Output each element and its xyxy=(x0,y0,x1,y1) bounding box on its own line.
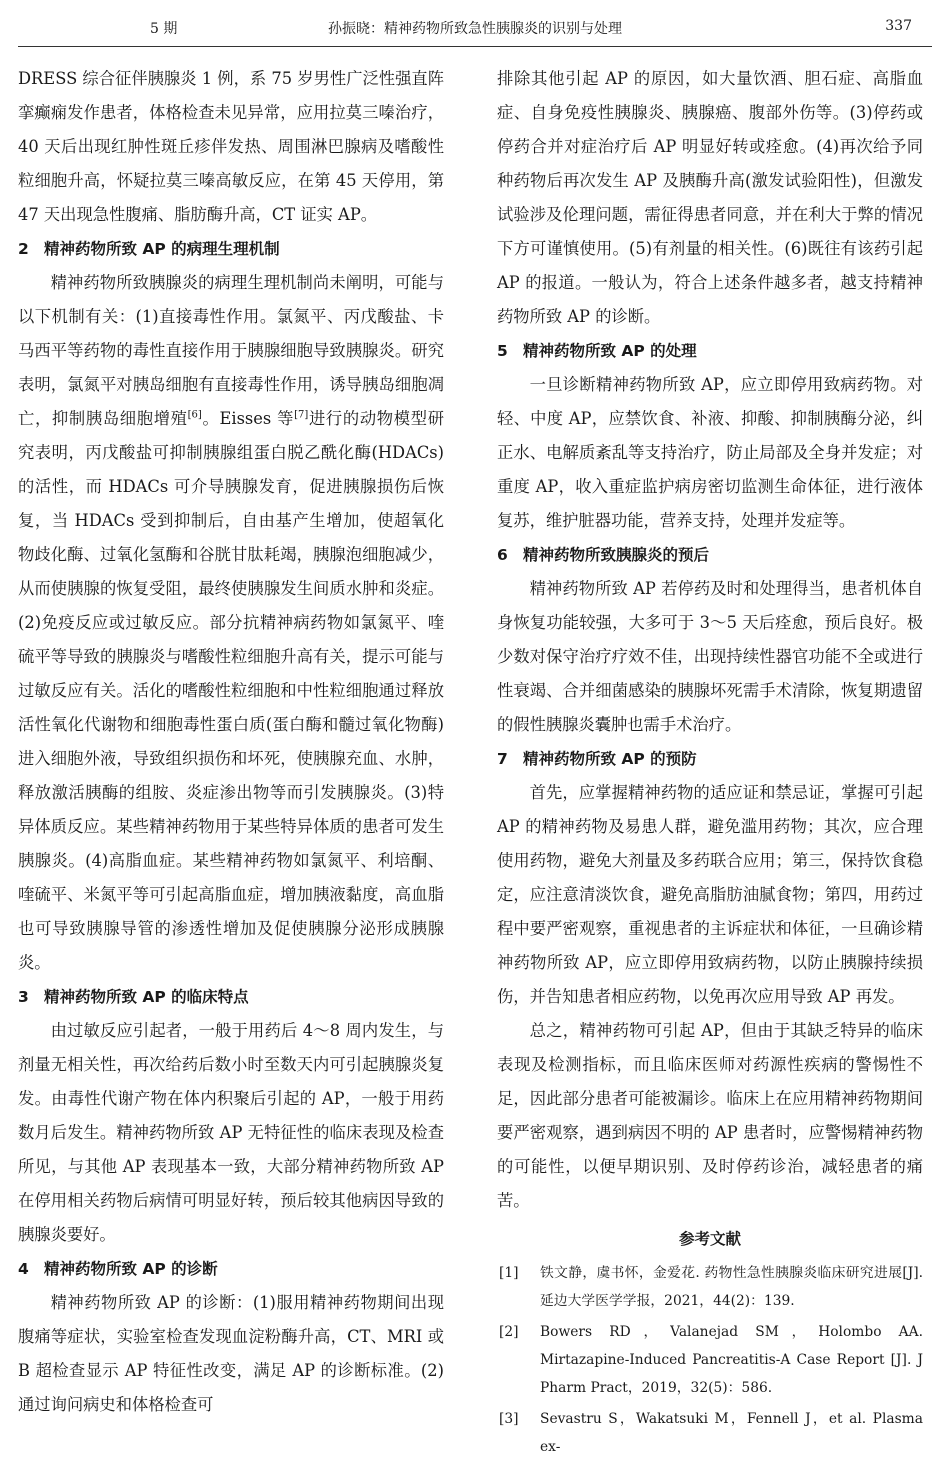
reference-item xyxy=(497,1405,923,1461)
paragraph: 总之，精神药物可引起 AP，但由于其缺乏特异的临床表现及检测指标，而且临床医师对药源性疾病的警惕性不足，因此部分患者可能被漏诊。临床上在应用精神药物期间要严密观察，遇到病因不明的 AP 患者时，应警惕精神药物的可能性，以便早期识别、及时停药诊治，减轻患者的痛苦。 xyxy=(497,1021,923,1210)
page-number: 337 xyxy=(885,18,912,34)
text-run: 。Eisses 等 xyxy=(201,409,295,428)
running-title: 孙振晓：精神药物所致急性胰腺炎的识别与处理 xyxy=(328,21,622,37)
paragraph xyxy=(18,266,444,980)
section-number: 7 xyxy=(497,750,508,768)
paragraph: 一旦诊断精神药物所致 AP，应立即停用致病药物。对轻、中度 AP，应禁饮食、补液、抑酸、抑制胰酶分泌，纠正水、电解质紊乱等支持治疗，防止局部及全身并发症；对重度 AP，收入重症监护病房密切监测生命体征，进行液体复苏，维护脏器功能，营养支持，处理并发症等。 xyxy=(497,375,923,530)
paragraph: 排除其他引起 AP 的原因，如大量饮酒、胆石症、高脂血症、自身免疫性胰腺炎、胰腺癌、腹部外伤等。(3)停药或停药合并对症治疗后 AP 明显好转或痊愈。(4)再次给予同种药物后再次发生 AP 及胰酶升高(激发试验阳性)，但激发试验涉及伦理问题，需征得患者同意，并在利大于弊的情况下方可谨慎使用。(5)有剂量的相关性。(6)既往有该药引起 AP 的报道。一般认为，符合上述条件越多者，越支持精神药物所致 AP 的诊断。 xyxy=(497,69,923,326)
paragraph: 精神药物所致 AP 的诊断：(1)服用精神药物期间出现腹痛等症状，实验室检查发现血淀粉酶升高，CT、MRI 或 B 超检查显示 AP 特征性改变，满足 AP 的诊断标准。(2)通过询问病史和体格检查可 xyxy=(18,1293,444,1414)
section-title: 精神药物所致 AP 的临床特点 xyxy=(44,988,249,1006)
references-heading: 参考文献 xyxy=(678,1230,741,1248)
paragraph: DRESS 综合征伴胰腺炎 1 例，系 75 岁男性广泛性强直阵挛癫痫发作患者，体格检查未见异常，应用拉莫三嗪治疗，40 天后出现红肿性斑丘疹伴发热、周围淋巴腺病及嗜酸性粒细胞升高，怀疑拉莫三嗪高敏反应，在第 45 天停用，第 47 天出现急性腹痛、脂肪酶升高，CT 证实 AP。 xyxy=(18,69,444,224)
section-number: 2 xyxy=(18,240,29,258)
reference-text: Bowers RD，Valanejad SM，Holombo AA. Mirtazapine-Induced Pancreatitis-A Case Report [J]. J Pharm Pract，2019，32(5)：586. xyxy=(540,1324,923,1396)
paragraph: 首先，应掌握精神药物的适应证和禁忌证，掌握可引起 AP 的精神药物及易患人群，避免滥用药物；其次，应合理使用药物，避免大剂量及多药联合应用；第三，保持饮食稳定，应注意清淡饮食，避免高脂肪油腻食物；第四，用药过程中要严密观察，重视患者的主诉症状和体征，一旦确诊精神药物所致 AP，应立即停用致病药物，以防止胰腺持续损伤，并告知患者相应药物，以免再次应用导致 AP 再发。 xyxy=(497,783,923,1006)
section-heading-3 xyxy=(18,980,444,1014)
reference-item xyxy=(497,1318,923,1402)
section-heading-4 xyxy=(18,1252,444,1286)
section-title: 精神药物所致 AP 的预防 xyxy=(523,750,697,768)
page-header xyxy=(18,0,932,47)
reference-text: Sevastru S，Wakatsuki M，Fennell J，et al. Plasma ex- xyxy=(540,1411,923,1455)
section-heading-5 xyxy=(497,334,923,368)
section-number: 3 xyxy=(18,988,29,1006)
section-title: 精神药物所致胰腺炎的预后 xyxy=(523,546,710,564)
reference-number: [2] xyxy=(499,1324,519,1340)
paragraph: 精神药物所致 AP 若停药及时和处理得当，患者机体自身恢复功能较强，大多可于 3～5 天后痊愈，预后良好。极少数对保守治疗疗效不佳，出现持续性器官功能不全或进行性衰竭、合并细菌感染的胰腺坏死需手术清除，恢复期遗留的假性胰腺炎囊肿也需手术治疗。 xyxy=(497,579,923,734)
reference-text: 铁文静，虞书怀，金爱花. 药物性急性胰腺炎临床研究进展[J]. 延边大学医学学报，2021，44(2)：139. xyxy=(540,1265,923,1309)
section-title: 精神药物所致 AP 的诊断 xyxy=(44,1260,218,1278)
section-heading-6 xyxy=(497,538,923,572)
left-column xyxy=(18,62,444,1422)
reference-number: [3] xyxy=(499,1411,519,1427)
reference-number: [1] xyxy=(499,1265,519,1281)
reference-item xyxy=(497,1259,923,1315)
section-number: 4 xyxy=(18,1260,29,1278)
citation: [7] xyxy=(294,409,309,421)
section-heading-2 xyxy=(18,232,444,266)
right-column xyxy=(497,62,923,1461)
section-title: 精神药物所致 AP 的病理生理机制 xyxy=(44,240,280,258)
citation: [6] xyxy=(187,409,202,421)
section-number: 5 xyxy=(497,342,508,360)
section-heading-7 xyxy=(497,742,923,776)
section-title: 精神药物所致 AP 的处理 xyxy=(523,342,697,360)
issue-number: 5 期 xyxy=(150,21,178,37)
paragraph: 由过敏反应引起者，一般于用药后 4～8 周内发生，与剂量无相关性，再次给药后数小时至数天内可引起胰腺炎复发。由毒性代谢产物在体内积聚后引起的 AP，一般于用药数月后发生。精神药物所致 AP 无特征性的临床表现及检查所见，与其他 AP 表现基本一致，大部分精神药物所致 AP 在停用相关药物后病情可明显好转，预后较其他病因导致的胰腺炎要好。 xyxy=(18,1021,444,1244)
text-run: 精神药物所致胰腺炎的病理生理机制尚未阐明，可能与以下机制有关：(1)直接毒性作用。氯氮平、丙戊酸盐、卡马西平等药物的毒性直接作用于胰腺细胞导致胰腺炎。研究表明，氯氮平对胰岛细胞有直接毒性作用，诱导胰岛细胞凋亡，抑制胰岛细胞增殖 xyxy=(18,273,444,428)
section-number: 6 xyxy=(497,546,508,564)
text-run: 进行的动物模型研究表明，丙戊酸盐可抑制胰腺组蛋白脱乙酰化酶(HDACs)的活性，而 HDACs 可介导胰腺发育，促进胰腺损伤后恢复，当 HDACs 受到抑制后，自由基产生增加，使超氧化物歧化酶、过氧化氢酶和谷胱甘肽耗竭，胰腺泡细胞减少，从而使胰腺的恢复受阻，最终使胰腺发生间质水肿和炎症。(2)免疫反应或过敏反应。部分抗精神病药物如氯氮平、喹硫平等导致的胰腺炎与嗜酸性粒细胞升高有关，提示可能与过敏反应有关。活化的嗜酸性粒细胞和中性粒细胞通过释放活性氧化代谢物和细胞毒性蛋白质(蛋白酶和髓过氧化物酶)进入细胞外液，导致组织损伤和坏死，使胰腺充血、水肿，释放激活胰酶的组胺、炎症渗出物等而引发胰腺炎。(3)特异体质反应。某些精神药物用于某些特异体质的患者可发生胰腺炎。(4)高脂血症。某些精神药物如氯氮平、利培酮、喹硫平、米氮平等可引起高脂血症，增加胰液黏度，高血脂也可导致胰腺导管的渗透性增加及促使胰腺分泌形成胰腺炎。 xyxy=(18,409,444,972)
